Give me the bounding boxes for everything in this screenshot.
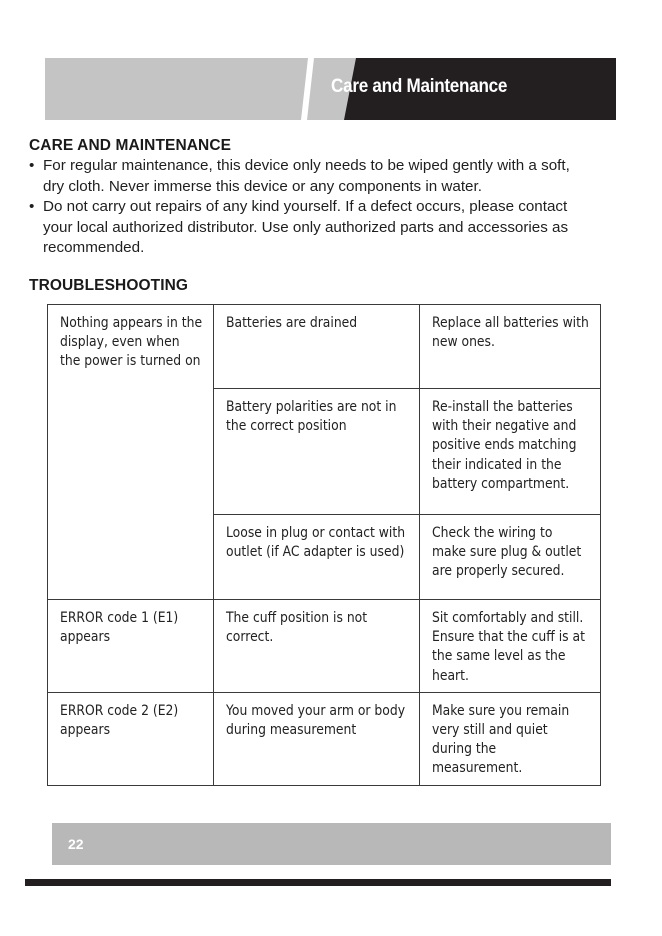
solution-text: Make sure you remain very still and quiet during the measurement. bbox=[432, 702, 570, 777]
solution-text: Replace all batteries with new ones. bbox=[432, 315, 590, 351]
problem-cell bbox=[48, 305, 214, 600]
table-row bbox=[48, 600, 601, 693]
bullet-line: Do not carry out repairs of any kind yourself. If a defect occurs, please contact bbox=[43, 198, 568, 216]
solution-cell bbox=[420, 305, 601, 389]
solution-cell bbox=[420, 389, 601, 515]
header-grey-band bbox=[45, 58, 375, 120]
cause-text: You moved your arm or body during measurement bbox=[225, 702, 405, 739]
table-row bbox=[48, 305, 601, 389]
page-header bbox=[45, 58, 616, 120]
solution-text: Check the wiring to make sure plug & outlet are properly secured. bbox=[432, 525, 582, 580]
cause-text: Battery polarities are not in the correct position bbox=[225, 399, 397, 435]
cause-cell bbox=[213, 692, 420, 785]
bullet-line: recommended. bbox=[43, 239, 145, 257]
solution-cell bbox=[420, 600, 601, 693]
table-row bbox=[48, 692, 601, 785]
cause-text: Batteries are drained bbox=[225, 315, 357, 331]
cause-cell bbox=[213, 305, 420, 389]
problem-cell bbox=[48, 600, 214, 693]
solution-cell bbox=[420, 515, 601, 600]
care-bullet bbox=[29, 197, 629, 259]
bullet-dot-icon: • bbox=[29, 157, 35, 174]
problem-text: ERROR code 1 (E1) appears bbox=[60, 610, 179, 646]
bullet-line: your local authorized distributor. Use only authorized parts and accessories as bbox=[43, 218, 569, 236]
bottom-rule bbox=[25, 879, 611, 886]
footer-bar bbox=[52, 823, 611, 865]
troubleshooting-heading: TROUBLESHOOTING bbox=[29, 277, 189, 294]
header-title: Care and Maintenance bbox=[331, 76, 508, 97]
solution-cell bbox=[420, 692, 601, 785]
care-bullet bbox=[29, 156, 629, 197]
problem-text: ERROR code 2 (E2) appears bbox=[60, 702, 179, 739]
cause-text: Loose in plug or contact with outlet (if AC adapter is used) bbox=[225, 525, 405, 561]
care-heading: CARE AND MAINTENANCE bbox=[29, 137, 232, 154]
cause-text: The cuff position is not correct. bbox=[225, 610, 367, 646]
cause-cell bbox=[213, 600, 420, 693]
troubleshooting-table bbox=[47, 304, 601, 786]
bullet-line: For regular maintenance, this device only needs to be wiped gently with a soft, bbox=[43, 157, 570, 174]
cause-cell bbox=[213, 389, 420, 515]
bullet-line: dry cloth. Never immerse this device or any components in water. bbox=[43, 177, 482, 195]
page-number: 22 bbox=[68, 836, 84, 852]
bullet-dot-icon: • bbox=[29, 198, 35, 216]
solution-text: Re-install the batteries with their negative and positive ends matching their indicated in the battery compartment. bbox=[432, 399, 577, 492]
problem-cell bbox=[48, 692, 214, 785]
solution-text: Sit comfortably and still. Ensure that the cuff is at the same level as the heart. bbox=[432, 610, 586, 684]
problem-text: Nothing appears in the display, even when the power is turned on bbox=[60, 315, 203, 370]
care-bullet-list bbox=[29, 156, 629, 259]
cause-cell bbox=[213, 515, 420, 600]
